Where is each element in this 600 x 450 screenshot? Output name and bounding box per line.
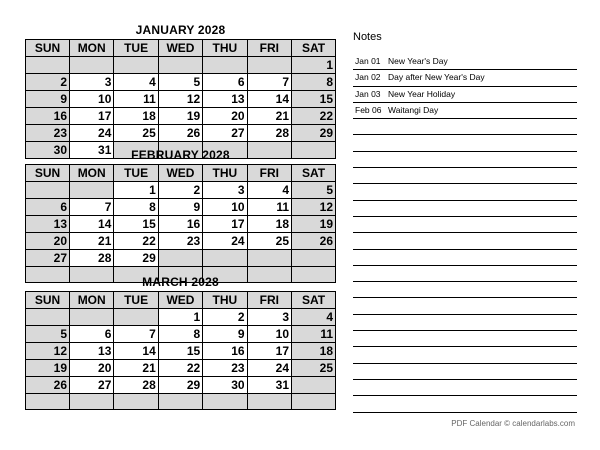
day-cell: 9 bbox=[203, 326, 247, 343]
day-cell: 11 bbox=[292, 326, 336, 343]
holiday-date: Jan 02 bbox=[355, 72, 381, 83]
day-cell: 1 bbox=[114, 182, 158, 199]
day-cell: 21 bbox=[70, 233, 114, 250]
holiday-name: Day after New Year's Day bbox=[388, 72, 485, 83]
week-row bbox=[26, 125, 336, 142]
day-cell: 28 bbox=[114, 377, 158, 394]
day-cell bbox=[26, 57, 70, 74]
note-line bbox=[353, 201, 577, 217]
weekday-header: SUN bbox=[26, 40, 70, 57]
day-cell: 28 bbox=[70, 250, 114, 267]
day-cell bbox=[114, 394, 158, 410]
day-cell: 21 bbox=[114, 360, 158, 377]
week-row bbox=[26, 250, 336, 267]
note-line bbox=[353, 250, 577, 266]
week-row bbox=[26, 360, 336, 377]
day-cell: 2 bbox=[26, 74, 70, 91]
day-cell: 26 bbox=[158, 125, 202, 142]
month-title: FEBRUARY 2028 bbox=[131, 148, 230, 162]
day-cell: 12 bbox=[158, 91, 202, 108]
day-cell: 18 bbox=[292, 343, 336, 360]
weekday-header: MON bbox=[70, 40, 114, 57]
note-line bbox=[353, 168, 577, 184]
holiday-name: Waitangi Day bbox=[388, 104, 439, 115]
day-cell: 15 bbox=[114, 216, 158, 233]
note-line bbox=[353, 87, 577, 103]
day-cell: 3 bbox=[70, 74, 114, 91]
day-cell bbox=[158, 250, 202, 267]
day-cell: 14 bbox=[114, 343, 158, 360]
notes-lines bbox=[353, 54, 577, 413]
day-cell: 5 bbox=[158, 74, 202, 91]
weekday-header: SUN bbox=[26, 292, 70, 309]
week-row bbox=[26, 91, 336, 108]
weekday-header: SAT bbox=[292, 40, 336, 57]
week-row bbox=[26, 108, 336, 125]
day-cell: 23 bbox=[26, 125, 70, 142]
week-row bbox=[26, 343, 336, 360]
weekday-header: WED bbox=[158, 165, 202, 182]
note-line bbox=[353, 380, 577, 396]
weekday-header: THU bbox=[203, 292, 247, 309]
day-cell: 19 bbox=[158, 108, 202, 125]
holiday-date: Feb 06 bbox=[355, 104, 382, 115]
holiday-name: New Year Holiday bbox=[388, 88, 456, 99]
note-line bbox=[353, 103, 577, 119]
weekday-header: THU bbox=[203, 165, 247, 182]
day-cell: 13 bbox=[26, 216, 70, 233]
day-cell: 3 bbox=[203, 182, 247, 199]
day-cell: 4 bbox=[247, 182, 291, 199]
day-cell: 11 bbox=[247, 199, 291, 216]
day-cell bbox=[114, 309, 158, 326]
week-row bbox=[26, 57, 336, 74]
day-cell bbox=[70, 182, 114, 199]
day-cell: 30 bbox=[203, 377, 247, 394]
day-cell: 26 bbox=[292, 233, 336, 250]
day-cell bbox=[292, 377, 336, 394]
weekday-header: TUE bbox=[114, 165, 158, 182]
day-cell: 29 bbox=[158, 377, 202, 394]
day-cell: 5 bbox=[26, 326, 70, 343]
weekday-header: WED bbox=[158, 292, 202, 309]
note-line bbox=[353, 135, 577, 151]
day-cell: 7 bbox=[114, 326, 158, 343]
day-cell: 1 bbox=[158, 309, 202, 326]
day-cell: 15 bbox=[292, 91, 336, 108]
note-line bbox=[353, 282, 577, 298]
holiday-date: Jan 01 bbox=[355, 56, 381, 66]
day-cell: 25 bbox=[292, 360, 336, 377]
month-march bbox=[25, 275, 336, 410]
day-cell: 29 bbox=[292, 125, 336, 142]
day-cell: 17 bbox=[203, 216, 247, 233]
day-cell: 25 bbox=[247, 233, 291, 250]
day-cell bbox=[70, 57, 114, 74]
day-cell: 16 bbox=[158, 216, 202, 233]
holiday-name: New Year's Day bbox=[388, 56, 448, 66]
day-cell: 4 bbox=[114, 74, 158, 91]
day-cell bbox=[26, 182, 70, 199]
day-cell: 26 bbox=[26, 377, 70, 394]
day-cell: 9 bbox=[26, 91, 70, 108]
day-cell: 22 bbox=[158, 360, 202, 377]
day-cell: 22 bbox=[292, 108, 336, 125]
day-cell: 5 bbox=[292, 182, 336, 199]
week-row bbox=[26, 74, 336, 91]
note-line bbox=[353, 298, 577, 314]
day-cell: 10 bbox=[203, 199, 247, 216]
calendar-grid bbox=[25, 39, 336, 159]
day-cell: 23 bbox=[158, 233, 202, 250]
day-cell bbox=[26, 394, 70, 410]
day-cell: 31 bbox=[70, 142, 114, 159]
weekday-header: SAT bbox=[292, 165, 336, 182]
day-cell: 19 bbox=[292, 216, 336, 233]
day-cell bbox=[26, 309, 70, 326]
day-cell: 2 bbox=[203, 309, 247, 326]
day-cell: 18 bbox=[114, 108, 158, 125]
weekday-header: FRI bbox=[247, 292, 291, 309]
day-cell: 16 bbox=[203, 343, 247, 360]
day-cell: 1 bbox=[292, 57, 336, 74]
day-cell: 6 bbox=[70, 326, 114, 343]
week-row bbox=[26, 326, 336, 343]
note-line bbox=[353, 315, 577, 331]
weekday-header: TUE bbox=[114, 292, 158, 309]
note-line bbox=[353, 347, 577, 363]
month-january bbox=[25, 23, 336, 159]
day-cell bbox=[203, 394, 247, 410]
day-cell: 8 bbox=[114, 199, 158, 216]
weekday-header: SUN bbox=[26, 165, 70, 182]
day-cell bbox=[247, 57, 291, 74]
day-cell: 20 bbox=[203, 108, 247, 125]
day-cell: 20 bbox=[70, 360, 114, 377]
day-cell bbox=[70, 309, 114, 326]
weekday-header: MON bbox=[70, 292, 114, 309]
day-cell: 19 bbox=[26, 360, 70, 377]
day-cell: 12 bbox=[26, 343, 70, 360]
day-cell: 10 bbox=[70, 91, 114, 108]
day-cell bbox=[292, 394, 336, 410]
day-cell: 29 bbox=[114, 250, 158, 267]
note-line bbox=[353, 152, 577, 168]
weekday-header-row bbox=[26, 165, 336, 182]
month-february bbox=[25, 148, 336, 283]
day-cell: 13 bbox=[203, 91, 247, 108]
day-cell: 27 bbox=[70, 377, 114, 394]
note-line bbox=[353, 396, 577, 412]
week-row bbox=[26, 182, 336, 199]
day-cell: 27 bbox=[26, 250, 70, 267]
notes-panel bbox=[353, 30, 577, 413]
day-cell: 21 bbox=[247, 108, 291, 125]
calendar-grid bbox=[25, 291, 336, 410]
note-line bbox=[353, 70, 577, 86]
day-cell: 28 bbox=[247, 125, 291, 142]
day-cell: 23 bbox=[203, 360, 247, 377]
day-cell: 14 bbox=[70, 216, 114, 233]
weekday-header: WED bbox=[158, 40, 202, 57]
calendar-grid bbox=[25, 164, 336, 283]
day-cell bbox=[247, 394, 291, 410]
note-line bbox=[353, 184, 577, 200]
day-cell: 11 bbox=[114, 91, 158, 108]
week-row bbox=[26, 394, 336, 410]
day-cell: 24 bbox=[247, 360, 291, 377]
month-title: JANUARY 2028 bbox=[135, 23, 226, 37]
month-title: MARCH 2028 bbox=[142, 275, 219, 289]
note-line bbox=[353, 331, 577, 347]
day-cell: 6 bbox=[203, 74, 247, 91]
note-line bbox=[353, 266, 577, 282]
footer-credit[interactable]: PDF Calendar © calendarlabs.com bbox=[451, 419, 575, 428]
day-cell bbox=[70, 394, 114, 410]
weekday-header-row bbox=[26, 292, 336, 309]
day-cell: 2 bbox=[158, 182, 202, 199]
day-cell: 7 bbox=[247, 74, 291, 91]
week-row bbox=[26, 377, 336, 394]
day-cell: 18 bbox=[247, 216, 291, 233]
day-cell: 17 bbox=[247, 343, 291, 360]
week-row bbox=[26, 309, 336, 326]
day-cell: 30 bbox=[26, 142, 70, 159]
day-cell: 22 bbox=[114, 233, 158, 250]
day-cell: 13 bbox=[70, 343, 114, 360]
day-cell: 24 bbox=[203, 233, 247, 250]
weekday-header: SAT bbox=[292, 292, 336, 309]
week-row bbox=[26, 233, 336, 250]
weekday-header: FRI bbox=[247, 165, 291, 182]
day-cell: 15 bbox=[158, 343, 202, 360]
day-cell bbox=[158, 394, 202, 410]
day-cell: 31 bbox=[247, 377, 291, 394]
day-cell: 14 bbox=[247, 91, 291, 108]
day-cell bbox=[247, 250, 291, 267]
day-cell bbox=[292, 250, 336, 267]
day-cell: 10 bbox=[247, 326, 291, 343]
day-cell: 8 bbox=[292, 74, 336, 91]
holiday-date: Jan 03 bbox=[355, 88, 381, 99]
note-line bbox=[353, 54, 577, 70]
day-cell: 25 bbox=[114, 125, 158, 142]
day-cell: 4 bbox=[292, 309, 336, 326]
day-cell: 27 bbox=[203, 125, 247, 142]
weekday-header: MON bbox=[70, 165, 114, 182]
day-cell: 24 bbox=[70, 125, 114, 142]
day-cell: 20 bbox=[26, 233, 70, 250]
note-line bbox=[353, 119, 577, 135]
week-row bbox=[26, 216, 336, 233]
notes-title: Notes bbox=[353, 31, 382, 43]
day-cell: 17 bbox=[70, 108, 114, 125]
day-cell: 7 bbox=[70, 199, 114, 216]
day-cell bbox=[203, 57, 247, 74]
note-line bbox=[353, 217, 577, 233]
weekday-header: FRI bbox=[247, 40, 291, 57]
day-cell: 9 bbox=[158, 199, 202, 216]
weekday-header: TUE bbox=[114, 40, 158, 57]
day-cell: 6 bbox=[26, 199, 70, 216]
day-cell bbox=[158, 57, 202, 74]
day-cell: 3 bbox=[247, 309, 291, 326]
note-line bbox=[353, 233, 577, 249]
day-cell: 12 bbox=[292, 199, 336, 216]
note-line bbox=[353, 364, 577, 380]
weekday-header-row bbox=[26, 40, 336, 57]
day-cell bbox=[114, 57, 158, 74]
day-cell: 16 bbox=[26, 108, 70, 125]
day-cell: 8 bbox=[158, 326, 202, 343]
weekday-header: THU bbox=[203, 40, 247, 57]
week-row bbox=[26, 199, 336, 216]
day-cell bbox=[203, 250, 247, 267]
